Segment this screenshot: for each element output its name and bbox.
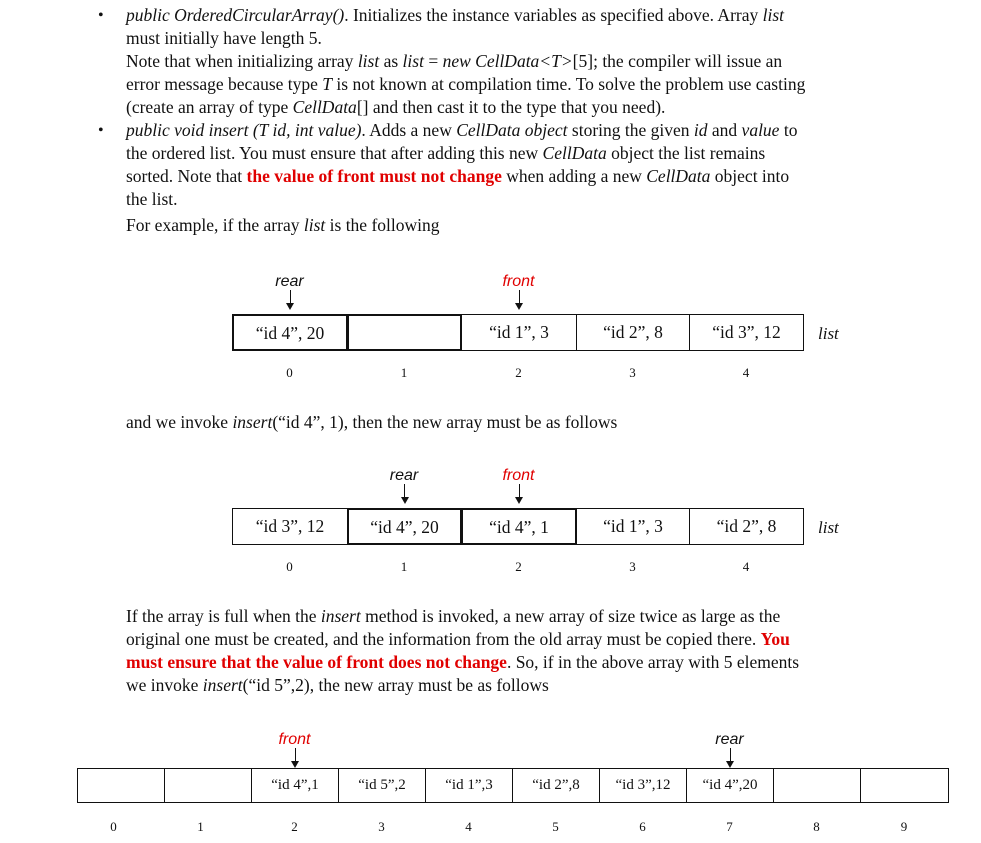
rich-line [126, 651, 898, 674]
front-pointer-label: front [502, 273, 535, 290]
full-array-paragraph [126, 605, 898, 697]
array-cell: “id 1”, 3 [576, 508, 690, 545]
text-run: as [379, 51, 403, 71]
array-index: 0 [110, 819, 117, 834]
text-run: error message because type [126, 74, 323, 94]
array-cell: “id 1”,3 [425, 768, 513, 803]
code-text: list [303, 215, 326, 235]
rich-line [126, 4, 898, 27]
text-run: sorted. Note that [126, 166, 247, 186]
array-cell: “id 1”, 3 [461, 314, 577, 351]
text-run: . Adds a new [361, 120, 457, 140]
code-text: insert [232, 412, 273, 432]
text-run: = [423, 51, 443, 71]
text-run: original one must be created, and the information from the old array must be copied there. [126, 629, 761, 649]
array-cell [77, 768, 165, 803]
example-intro [126, 214, 898, 237]
array-index: 2 [515, 559, 522, 574]
array-index: 1 [400, 559, 408, 574]
text-run: the list. [126, 189, 178, 209]
array-cell [347, 314, 462, 351]
text-run: storing the given [567, 120, 694, 140]
down-arrow-icon [519, 484, 520, 498]
text-run: object the list remains [606, 143, 766, 163]
code-text: insert [320, 606, 361, 626]
text-run: we invoke [126, 675, 203, 695]
text-run: (create an array of type [126, 97, 293, 117]
rich-line [126, 96, 898, 119]
rich-line [126, 142, 898, 165]
list-label: list [818, 324, 839, 343]
text-run: is not known at compilation time. To solve the problem use casting [332, 74, 806, 94]
array-index: 9 [900, 819, 908, 834]
array-index: 5 [552, 819, 559, 834]
arrowhead-icon [401, 497, 409, 504]
text-run: . Initializes the instance variables as specified above. Array [344, 5, 763, 25]
array-cell: “id 4”,20 [686, 768, 774, 803]
text-run: (“id 4”, 1), then the new array must be as follows [272, 412, 618, 432]
insert-then-text [126, 411, 898, 434]
rich-line [126, 628, 898, 651]
rich-line [126, 73, 898, 96]
array-cell: “id 5”,2 [338, 768, 426, 803]
array-index: 6 [639, 819, 646, 834]
array-cell: “id 2”, 8 [576, 314, 690, 351]
code-text: public void insert (T id, int value) [126, 120, 362, 140]
arrowhead-icon [286, 303, 294, 310]
emphasis-text: the value of front must not change [246, 166, 502, 186]
front-pointer-label: front [278, 731, 311, 748]
down-arrow-icon [295, 748, 296, 762]
code-text: new CellData<T> [442, 51, 573, 71]
rich-line [126, 411, 898, 434]
array-index: 8 [813, 819, 820, 834]
bullet-marker: • [98, 7, 104, 24]
array-index: 1 [197, 819, 204, 834]
text-run: (“id 5”,2), the new array must be as follows [242, 675, 549, 695]
array-cell [164, 768, 252, 803]
rich-line [126, 119, 898, 142]
array-cell: “id 3”,12 [599, 768, 687, 803]
code-text: CellData [292, 97, 357, 117]
text-run: and [707, 120, 742, 140]
text-run: [5]; the compiler will issue an [572, 51, 783, 71]
text-run: . So, if in the above array with 5 elements [506, 652, 800, 672]
down-arrow-icon [519, 290, 520, 304]
rich-line [126, 605, 898, 628]
array-cell: “id 3”, 12 [689, 314, 804, 351]
code-text: CellData object [456, 120, 568, 140]
rich-line [126, 50, 898, 73]
rear-pointer-label: rear [389, 467, 419, 484]
arrowhead-icon [515, 497, 523, 504]
down-arrow-icon [730, 748, 731, 762]
code-text: CellData [646, 166, 711, 186]
emphasis-text: must ensure that the value of front does not change [126, 652, 507, 672]
array-cell: “id 3”, 12 [232, 508, 348, 545]
bullet-marker: • [98, 122, 104, 139]
array-index: 2 [515, 365, 522, 380]
text-run: For example, if the array [126, 215, 304, 235]
text-run: and we invoke [126, 412, 233, 432]
code-text: list [402, 51, 424, 71]
code-text: list [762, 5, 785, 25]
text-run: object into [710, 166, 790, 186]
text-run: Note that when initializing array [126, 51, 358, 71]
rear-pointer-label: rear [715, 731, 744, 748]
array-index: 4 [465, 819, 472, 834]
array-index: 0 [286, 365, 293, 380]
array-index: 4 [742, 559, 750, 574]
text-run: is the following [325, 215, 440, 235]
text-run: when adding a new [501, 166, 647, 186]
array-cell: “id 2”,8 [512, 768, 600, 803]
array-cell: “id 4”,1 [251, 768, 339, 803]
array-index: 1 [400, 365, 408, 380]
bullet-2-paragraph [126, 119, 898, 211]
down-arrow-icon [404, 484, 405, 498]
down-arrow-icon [290, 290, 291, 304]
text-run: method is invoked, a new array of size twice as large as the [360, 606, 781, 626]
array-index: 2 [291, 819, 298, 834]
array-index: 3 [378, 819, 385, 834]
array-cell: “id 4”, 20 [347, 508, 462, 545]
bullet-1-paragraph [126, 4, 898, 119]
text-run: the ordered list. You must ensure that after adding this new [126, 143, 543, 163]
array-cell [860, 768, 949, 803]
array-cell: “id 4”, 20 [232, 314, 348, 351]
code-text: id [693, 120, 708, 140]
arrowhead-icon [726, 761, 734, 768]
array-index: 0 [286, 559, 293, 574]
code-text: public OrderedCircularArray() [126, 5, 345, 25]
rich-line [126, 188, 898, 211]
text-run: to [779, 120, 798, 140]
text-run: must initially have length 5. [126, 28, 322, 48]
code-text: insert [202, 675, 243, 695]
arrowhead-icon [291, 761, 299, 768]
front-pointer-label: front [502, 467, 535, 484]
list-label: list [818, 518, 839, 537]
code-text: CellData [542, 143, 607, 163]
array-index: 3 [629, 365, 636, 380]
emphasis-text: You [760, 629, 790, 649]
code-text: list [357, 51, 380, 71]
array-index: 7 [726, 819, 733, 834]
code-text: T [322, 74, 333, 94]
array-cell [773, 768, 861, 803]
array-cell: “id 4”, 1 [461, 508, 577, 545]
rich-line [126, 165, 898, 188]
text-run: If the array is full when the [126, 606, 321, 626]
rich-line [126, 214, 898, 237]
array-cell: “id 2”, 8 [689, 508, 804, 545]
rear-pointer-label: rear [275, 273, 304, 290]
text-run: [] and then cast it to the type that you need). [356, 97, 666, 117]
arrowhead-icon [515, 303, 523, 310]
rich-line [126, 674, 898, 697]
array-index: 4 [742, 365, 750, 380]
code-text: value [741, 120, 780, 140]
array-index: 3 [629, 559, 636, 574]
rich-line [126, 27, 898, 50]
